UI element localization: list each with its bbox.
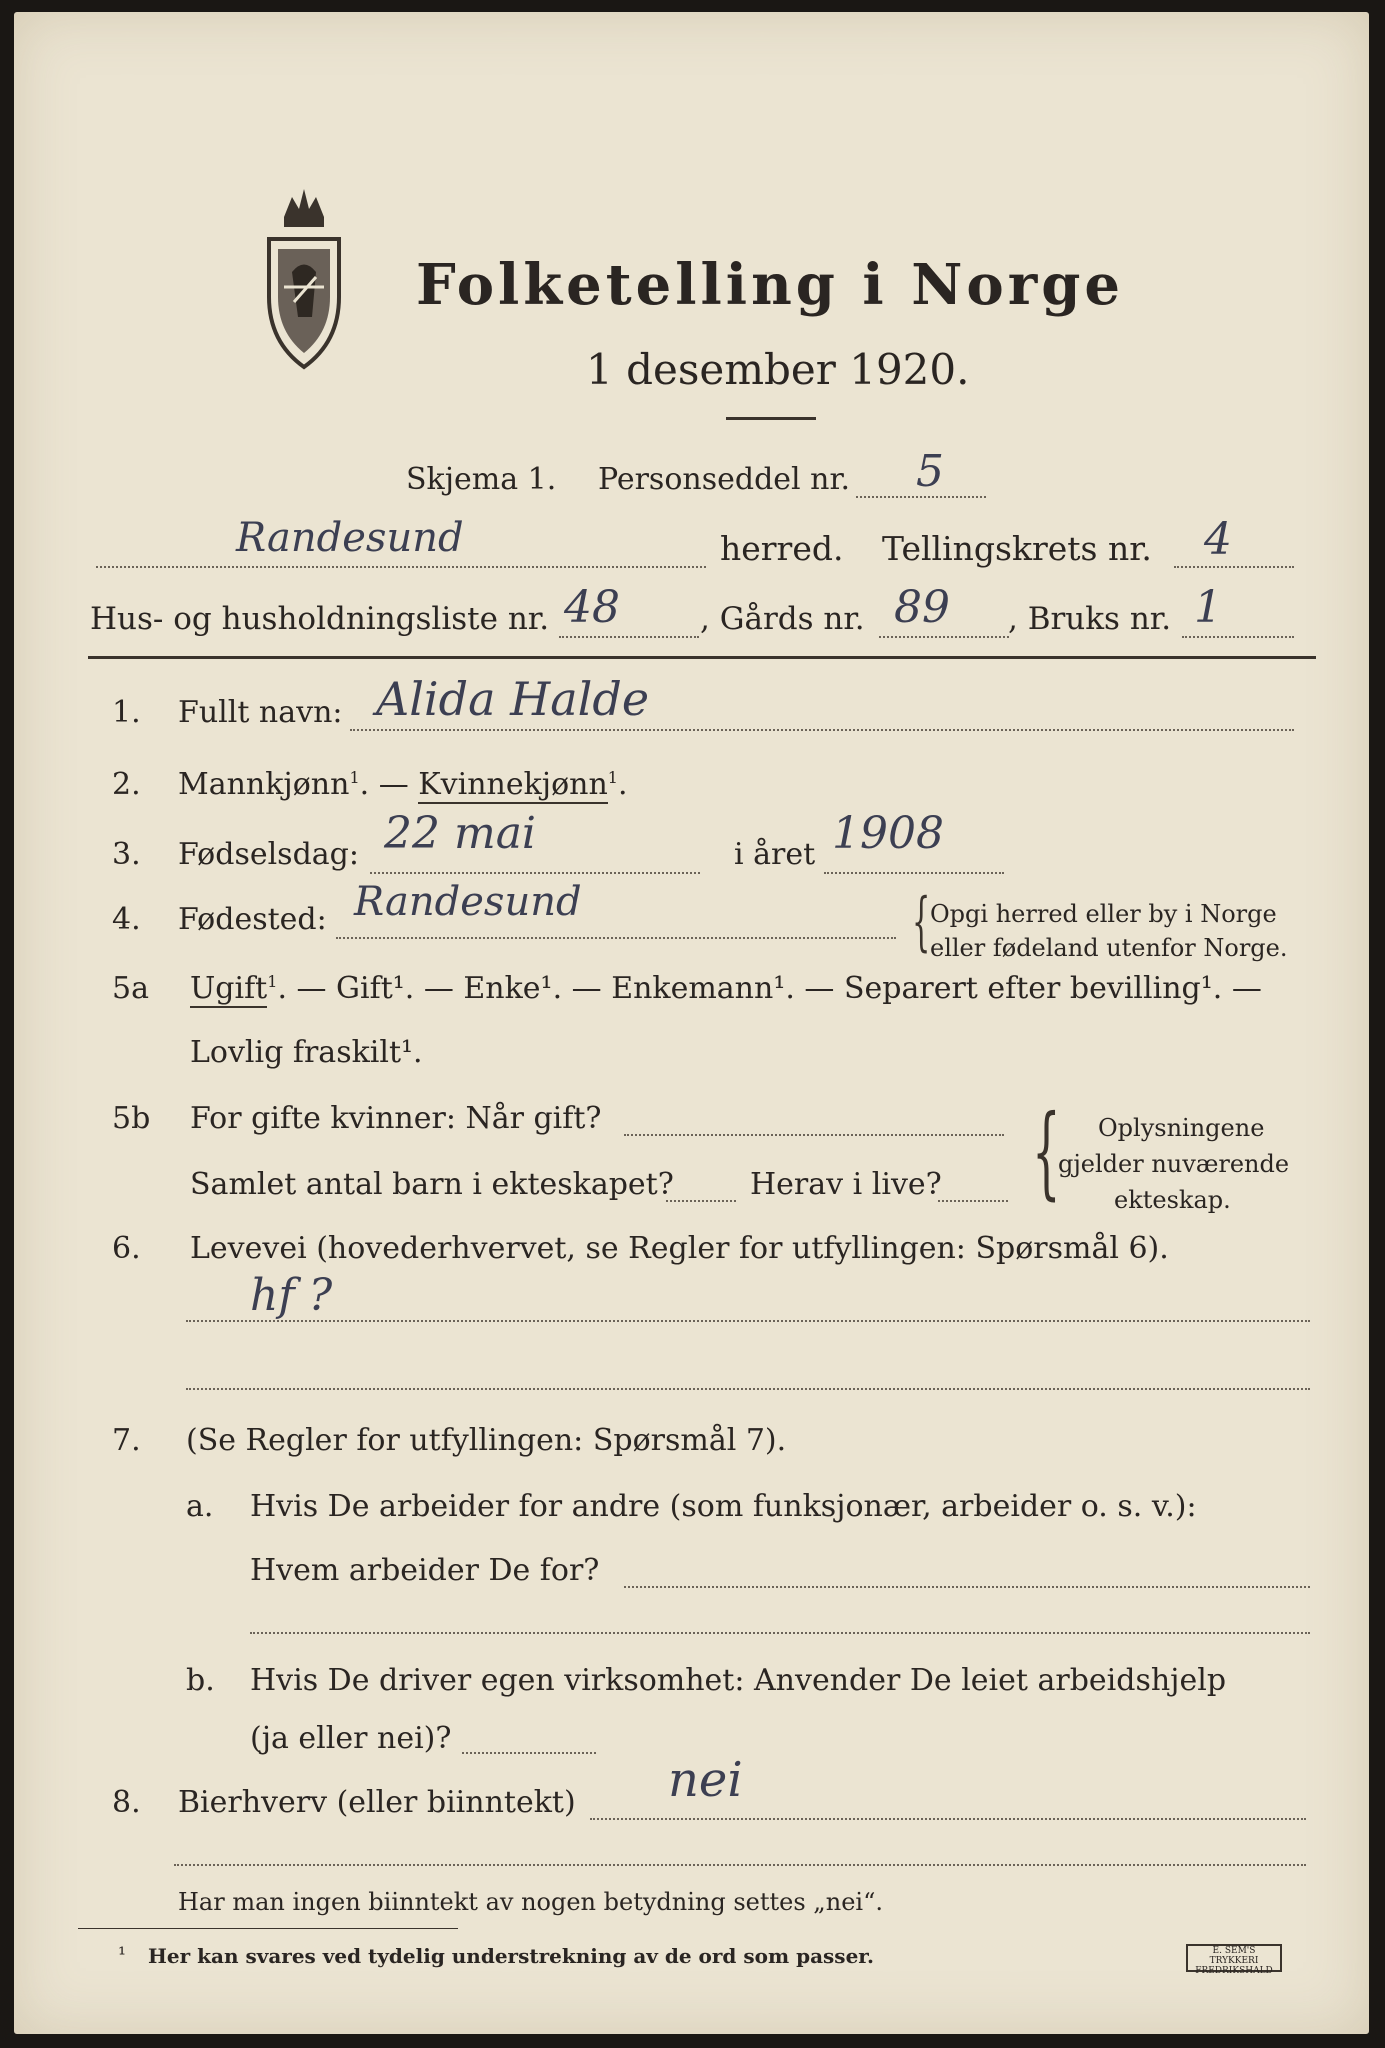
herred-value: Randesund — [236, 515, 464, 561]
q7b-number: b. — [186, 1663, 215, 1698]
title-divider — [726, 417, 816, 420]
q4-label: Fødested: — [178, 902, 327, 937]
q7a-line-2: Hvem arbeider De for? — [250, 1553, 600, 1588]
q5b-children-line — [666, 1200, 736, 1202]
tellingskrets-label: Tellingskrets nr. — [882, 529, 1152, 568]
q5b-brace: { — [1032, 1093, 1061, 1210]
q7-number: 7. — [112, 1423, 141, 1458]
q7a-line-1: Hvis De arbeider for andre (som funksjonær, arbeider o. s. v.): — [250, 1489, 1197, 1524]
q5b-note-1: Oplysningene — [1098, 1114, 1265, 1142]
gards-line — [879, 636, 1009, 638]
form-title: Folketelling i Norge — [416, 252, 1125, 318]
q8-value: nei — [668, 1752, 743, 1808]
q3-year-line — [824, 872, 1004, 874]
q1-label: Fullt navn: — [178, 695, 343, 730]
q3-day-value: 22 mai — [384, 808, 537, 859]
q7-label: (Se Regler for utfyllingen: Spørsmål 7). — [186, 1423, 787, 1458]
q7b-line-2: (ja eller nei)? — [250, 1721, 452, 1756]
husliste-value: 48 — [564, 582, 620, 633]
herred-label: herred. — [720, 529, 844, 568]
q3-year-value: 1908 — [832, 808, 944, 859]
q4-number: 4. — [112, 902, 141, 937]
q3-number: 3. — [112, 837, 141, 872]
q7a-answer-line-2 — [250, 1632, 1310, 1634]
q1-value: Alida Halde — [376, 672, 650, 726]
q6-value: hf ? — [250, 1270, 333, 1321]
census-form-sheet — [14, 12, 1369, 2034]
q6-number: 6. — [112, 1231, 141, 1266]
q2-text: Mannkjønn$^1$. — Kvinnekjønn$^1$. — [178, 767, 628, 802]
header-divider — [88, 656, 1316, 659]
footnote-number: ¹ — [118, 1942, 127, 1966]
q5b-line-1: For gifte kvinner: Når gift? — [190, 1101, 602, 1136]
nei-note: Har man ingen biinntekt av nogen betydning settes „nei“. — [178, 1888, 883, 1916]
skjema-label: Skjema 1. — [406, 462, 557, 497]
q4-note-2: eller fødeland utenfor Norge. — [930, 934, 1288, 962]
q1-line — [350, 729, 1294, 731]
q2-mann: Mannkjønn — [178, 767, 350, 802]
footnote-divider — [78, 1928, 458, 1929]
q5b-married-line — [624, 1134, 1004, 1136]
q2-number: 2. — [112, 767, 141, 802]
q7b-answer-line — [462, 1752, 596, 1754]
tellingskrets-value: 4 — [1204, 514, 1232, 565]
q5a-number: 5a — [112, 971, 149, 1006]
q8-number: 8. — [112, 1785, 141, 1820]
form-date: 1 desember 1920. — [586, 345, 970, 394]
q8-label: Bierhverv (eller biinntekt) — [178, 1785, 576, 1820]
q5a-line-2: Lovlig fraskilt¹. — [190, 1035, 423, 1070]
q6-line-2 — [186, 1388, 1310, 1390]
q5b-children-label: Samlet antal barn i ekteskapet? — [190, 1167, 674, 1202]
bruks-label: , Bruks nr. — [1008, 601, 1172, 637]
personseddel-label: Personseddel nr. — [598, 462, 851, 497]
husliste-label: Hus- og husholdningsliste nr. — [90, 601, 550, 637]
q1-number: 1. — [112, 695, 141, 730]
q4-note-1: Opgi herred eller by i Norge — [930, 900, 1277, 928]
q5b-alive-label: Herav i live? — [750, 1167, 942, 1202]
q3-day-line — [370, 872, 700, 874]
gards-label: , Gårds nr. — [700, 601, 865, 637]
tellingskrets-line — [1174, 566, 1294, 568]
q7b-line-1: Hvis De driver egen virksomhet: Anvender De leiet arbeidshjelp — [250, 1663, 1227, 1698]
q8-line — [590, 1818, 1306, 1820]
herred-line — [96, 566, 706, 568]
husliste-line — [559, 636, 699, 638]
q3-label: Fødselsdag: — [178, 837, 359, 872]
q5b-note-2: gjelder nuværende — [1058, 1150, 1290, 1178]
printer-stamp: E. SEM'S TRYKKERI FREDRIKSHALD — [1186, 1944, 1282, 1972]
q2-sep: . — — [359, 767, 419, 802]
q7a-answer-line-1 — [624, 1586, 1310, 1588]
q8-line-2 — [174, 1864, 1306, 1866]
q5b-number: 5b — [112, 1101, 151, 1136]
q3-year-label: i året — [734, 837, 816, 872]
q6-label: Levevei (hovederhvervet, se Regler for utfyllingen: Spørsmål 6). — [190, 1231, 1169, 1266]
footnote-text: Her kan svares ved tydelig understrekning av de ord som passer. — [148, 1944, 874, 1968]
q4-brace: { — [912, 885, 931, 959]
q5b-note-3: ekteskap. — [1114, 1186, 1231, 1214]
q7a-number: a. — [186, 1489, 214, 1524]
personseddel-value: 5 — [916, 446, 944, 497]
q5b-alive-line — [938, 1200, 1008, 1202]
q5a-line-1: Ugift$^1$. — Gift¹. — Enke¹. — Enkemann¹. — Separert efter bevilling¹. — — [190, 971, 1262, 1006]
bruks-line — [1182, 636, 1294, 638]
bruks-value: 1 — [1194, 582, 1222, 633]
q4-line — [336, 937, 896, 939]
q2-kvinne: Kvinnekjønn — [418, 767, 608, 802]
coat-of-arms-icon — [254, 177, 354, 377]
gards-value: 89 — [894, 582, 950, 633]
q4-value: Randesund — [354, 879, 582, 925]
q5a-ugift: Ugift — [190, 971, 268, 1006]
q6-line-1 — [186, 1320, 1310, 1322]
